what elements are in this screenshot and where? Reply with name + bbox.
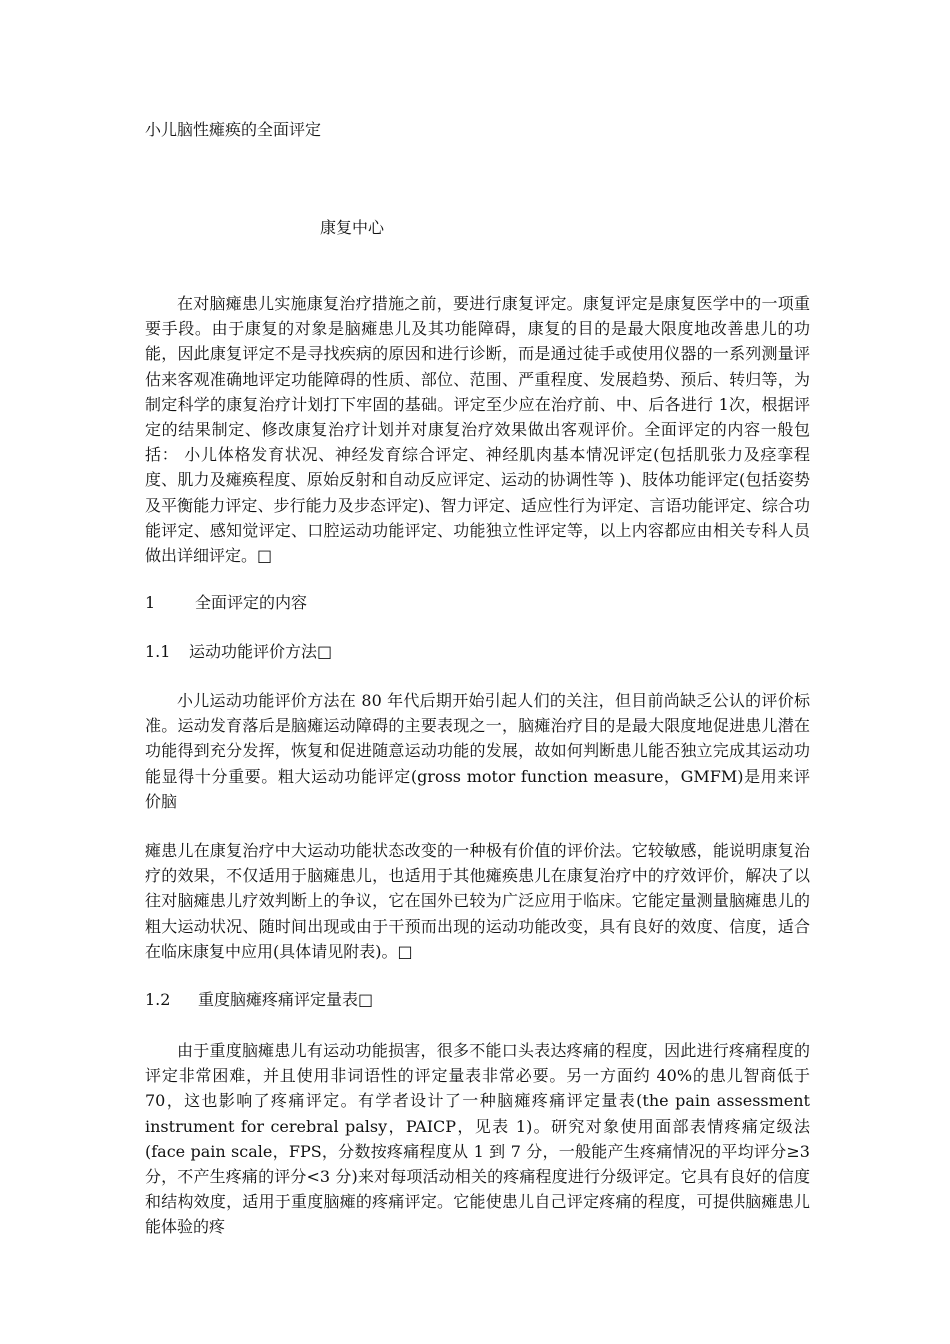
document-author: 康复中心 bbox=[320, 218, 385, 237]
section-1-1-paragraph-b: 瘫患儿在康复治疗中大运动功能状态改变的一种极有价值的评价法。它较敏感，能说明康复治疗的效果，不仅适用于脑瘫患儿，也适用于其他瘫痪患儿在康复治疗中的疗效评价，解决了以往对脑瘫患儿疗效判断上的争议，它在国外已较为广泛应用于临床。它能定量测量脑瘫患儿的粗大运动状况、随时间出现或由于干预而出现的运动功能改变，具有良好的效度、信度，适合在临床康复中应用(具体请见附表)。□ bbox=[145, 841, 810, 961]
section-number: 1.1 bbox=[145, 642, 171, 661]
section-number: 1.2 bbox=[145, 990, 171, 1009]
section-1-2-paragraph: 由于重度脑瘫患儿有运动功能损害，很多不能口头表达疼痛的程度，因此进行疼痛程度的评定非常困难，并且使用非词语性的评定量表非常必要。另一方面约 40%的患儿智商低于 70，这也影响了疼痛评定。有学者设计了一种脑瘫疼痛评定量表(the pain assessment instrument for cerebral palsy，PAICP，见表 1)。研究对象使用面部表情疼痛定级法(face pain scale，FPS，分数按疼痛程度从 1 到 7 分，一般能产生疼痛情况的平均评分≥3 分，不产生疼痛的评分<3 分)来对每项活动相关的疼痛程度进行分级评定。它具有良好的信度和结构效度，适用于重度脑瘫的疼痛评定。它能使患儿自己评定疼痛的程度，可提供脑瘫患儿能体验的疼 bbox=[145, 1041, 810, 1237]
section-title: 全面评定的内容 bbox=[195, 593, 308, 612]
section-title: 运动功能评价方法□ bbox=[189, 642, 333, 661]
section-1-1-heading bbox=[145, 640, 332, 664]
section-number: 1 bbox=[145, 593, 156, 612]
document-title: 小儿脑性瘫痪的全面评定 bbox=[145, 120, 322, 139]
section-1-1-paragraph-a: 小儿运动功能评价方法在 80 年代后期开始引起人们的关注，但目前尚缺乏公认的评价标准。运动发育落后是脑瘫运动障碍的主要表现之一，脑瘫治疗目的是最大限度地促进患儿潜在功能得到充分发挥，恢复和促进随意运动功能的发展，故如何判断患儿能否独立完成其运动功能显得十分重要。粗大运动功能评定(gross motor function measure，GMFM)是用来评价脑 bbox=[145, 691, 810, 811]
section-title: 重度脑瘫疼痛评定量表□ bbox=[198, 990, 374, 1009]
intro-paragraph: 在对脑瘫患儿实施康复治疗措施之前，要进行康复评定。康复评定是康复医学中的一项重要手段。由于康复的对象是脑瘫患儿及其功能障碍，康复的目的是最大限度地改善患儿的功能，因此康复评定不是寻找疾病的原因和进行诊断，而是通过徒手或使用仪器的一系列测量评估来客观准确地评定功能障碍的性质、部位、范围、严重程度、发展趋势、预后、转归等，为制定科学的康复治疗计划打下牢固的基础。评定至少应在治疗前、中、后各进行 1次，根据评定的结果制定、修改康复治疗计划并对康复治疗效果做出客观评价。全面评定的内容一般包括： 小儿体格发育状况、神经发育综合评定、神经肌肉基本情况评定(包括肌张力及痉挛程度、肌力及瘫痪程度、原始反射和自动反应评定、运动的协调性等 )、肢体功能评定(包括姿势及平衡能力评定、步行能力及步态评定)、智力评定、适应性行为评定、言语功能评定、综合功能评定、感知觉评定、口腔运动功能评定、功能独立性评定等，以上内容都应由相关专科人员做出详细评定。□ bbox=[145, 294, 810, 566]
section-1-2-heading bbox=[145, 988, 373, 1012]
section-1-heading bbox=[145, 591, 307, 615]
